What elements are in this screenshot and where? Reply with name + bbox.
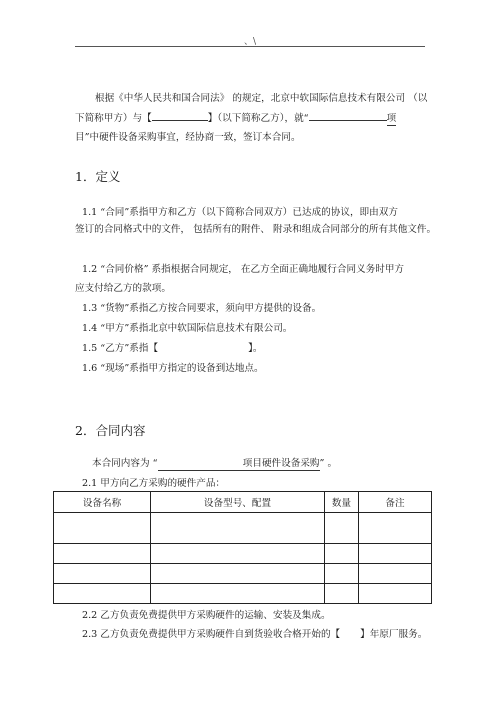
item-2-3-part-a: 2.3 乙方负责免费提供甲方采购硬件自到货验收合格开始的【: [82, 629, 341, 640]
table-cell[interactable]: [151, 564, 325, 584]
table-header-model-config: 设备型号、配置: [151, 492, 325, 513]
table-cell[interactable]: [151, 584, 325, 604]
header-mark: 、\: [244, 37, 257, 47]
table-cell[interactable]: [325, 584, 359, 604]
item-1-1-line-2: 签订的合同格式中的文件， 包括所有的附件、 附录和组成合同部分的所有其他文件。: [75, 224, 437, 235]
hardware-table: [53, 491, 432, 604]
contract-content-prefix: 本合同内容为 “: [92, 458, 158, 469]
intro-line-1: 根据《中华人民共和国合同法》 的规定，北京中软国际信息技术有限公司 （以: [95, 93, 428, 104]
section-2-title: 2．合同内容: [75, 423, 146, 438]
intro-line-2: [75, 113, 396, 126]
item-2-3-part-b: 】年原厂服务。: [360, 629, 428, 640]
table-cell[interactable]: [151, 544, 325, 564]
contract-content-line: [92, 458, 337, 471]
item-2-2: 2.2 乙方负责免费提供甲方采购硬件的运输、安装及集成。: [82, 610, 331, 621]
item-1-5-part-a: 1.5 “乙方”系指【: [82, 343, 159, 354]
item-1-4: 1.4 “甲方”系指北京中软国际信息技术有限公司。: [82, 323, 293, 334]
table-cell[interactable]: [325, 564, 359, 584]
item-2-1: 2.1 甲方向乙方采购的硬件产品：: [82, 478, 226, 489]
item-1-3: 1.3 “货物”系指乙方按合同要求，须向甲方提供的设备。: [82, 303, 322, 314]
table-cell[interactable]: [54, 584, 151, 604]
table-row: [54, 584, 432, 604]
table-header-remarks: 备注: [359, 492, 432, 513]
item-1-2-line-2: 应支付给乙方的款项。: [75, 283, 171, 294]
table-cell[interactable]: [54, 564, 151, 584]
party-b-name-blank[interactable]: [152, 120, 208, 121]
item-1-6: 1.6 “现场”系指甲方指定的设备到达地点。: [82, 363, 264, 374]
item-1-5: [82, 343, 262, 355]
table-cell[interactable]: [325, 544, 359, 564]
table-cell[interactable]: [325, 513, 359, 544]
table-header-quantity: 数量: [325, 492, 359, 513]
table-cell[interactable]: [359, 513, 432, 544]
item-2-3: [82, 629, 427, 641]
contract-content-value[interactable]: 项目硬件设备采购: [158, 458, 320, 471]
project-name-blank[interactable]: [309, 120, 387, 121]
intro-line-2-part-a: 下简称甲方）与【: [75, 113, 152, 124]
table-row: [54, 513, 432, 544]
intro-line-3: 目”中硬件设备采购事宜，经协商一致，签订本合同。: [75, 132, 301, 143]
section-1-title: 1．定义: [75, 169, 121, 184]
table-cell[interactable]: [151, 513, 325, 544]
table-row: [54, 544, 432, 564]
item-1-1-line-1: 1.1 “合同”系指甲方和乙方（以下简称合同双方）已达成的协议，即由双方: [82, 207, 398, 218]
table-header-device-name: 设备名称: [54, 492, 151, 513]
contract-content-suffix: ” 。: [319, 458, 338, 469]
item-1-5-part-b: 】。: [248, 343, 263, 354]
table-cell[interactable]: [54, 544, 151, 564]
intro-line-2-part-c: 项: [386, 113, 397, 124]
table-cell[interactable]: [359, 544, 432, 564]
intro-line-2-part-b: 】（以下简称乙方），就“: [207, 113, 309, 124]
table-cell[interactable]: [359, 584, 432, 604]
table-cell[interactable]: [359, 564, 432, 584]
item-1-2-line-1: 1.2 “合同价格” 系指根据合同规定， 在乙方全面正确地履行合同义务时甲方: [82, 264, 405, 275]
header-rule: [75, 46, 425, 47]
table-row: [54, 564, 432, 584]
table-cell[interactable]: [54, 513, 151, 544]
